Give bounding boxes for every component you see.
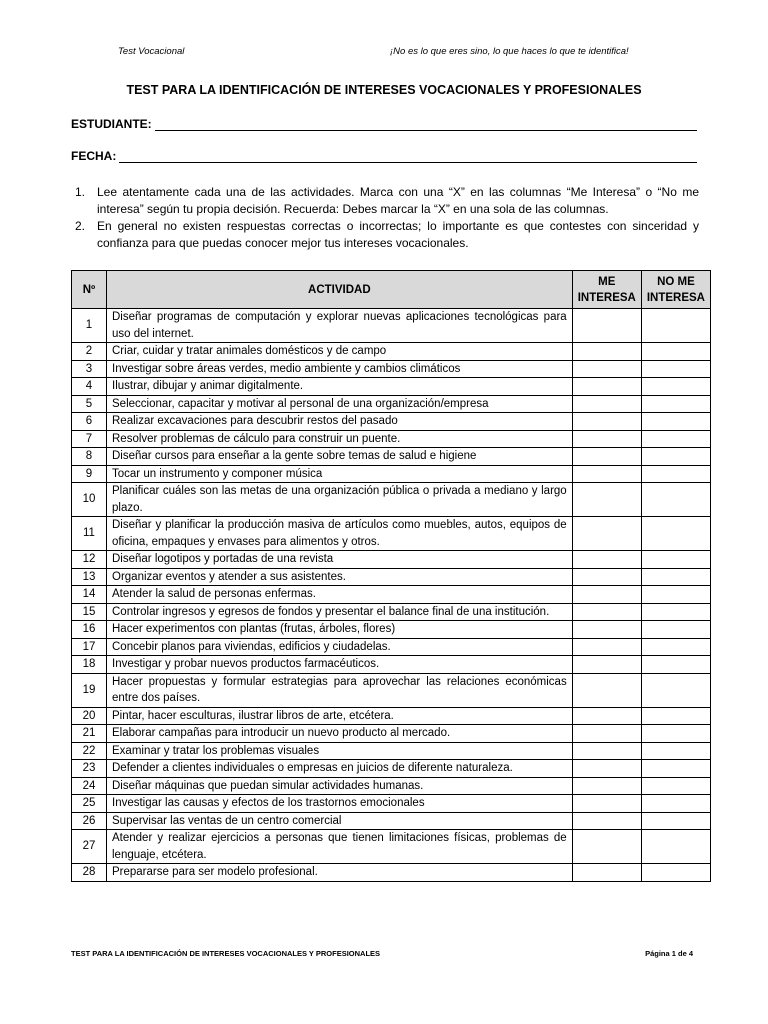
- me-interesa-cell[interactable]: [572, 465, 641, 483]
- table-row: [72, 309, 711, 343]
- no-me-interesa-cell[interactable]: [641, 378, 710, 396]
- instruction-text: En general no existen respuestas correctas o incorrectas; lo importante es que contestes con sinceridad y confianza para que puedas conocer mejor tus intereses vocacionales.: [97, 219, 699, 250]
- no-me-interesa-cell[interactable]: [641, 673, 710, 707]
- me-interesa-cell[interactable]: [572, 395, 641, 413]
- row-number: 2: [72, 343, 107, 361]
- table-row: [72, 395, 711, 413]
- activity-cell: Controlar ingresos y egresos de fondos y presentar el balance final de una institución.: [107, 603, 573, 621]
- row-number: 1: [72, 309, 107, 343]
- activity-cell: Defender a clientes individuales o empresas en juicios de diferente naturaleza.: [107, 760, 573, 778]
- no-me-interesa-cell[interactable]: [641, 465, 710, 483]
- me-interesa-cell[interactable]: [572, 812, 641, 830]
- row-number: 8: [72, 448, 107, 466]
- activity-cell: Diseñar logotipos y portadas de una revista: [107, 551, 573, 569]
- student-field: [71, 117, 697, 131]
- activity-cell: Tocar un instrumento y componer música: [107, 465, 573, 483]
- table-row: [72, 760, 711, 778]
- date-line[interactable]: [119, 150, 697, 163]
- activity-cell: Prepararse para ser modelo profesional.: [107, 864, 573, 882]
- no-me-interesa-cell[interactable]: [641, 830, 710, 864]
- student-name-line[interactable]: [155, 118, 697, 131]
- no-me-interesa-cell[interactable]: [641, 603, 710, 621]
- activity-cell: Diseñar programas de computación y explorar nuevas aplicaciones tecnológicas para uso del internet.: [107, 309, 573, 343]
- page-title: TEST PARA LA IDENTIFICACIÓN DE INTERESES VOCACIONALES Y PROFESIONALES: [126, 83, 642, 97]
- activity-cell: Atender la salud de personas enfermas.: [107, 586, 573, 604]
- no-me-interesa-cell[interactable]: [641, 742, 710, 760]
- row-number: 9: [72, 465, 107, 483]
- no-me-interesa-cell[interactable]: [641, 864, 710, 882]
- table-row: [72, 603, 711, 621]
- table-row: [72, 656, 711, 674]
- me-interesa-cell[interactable]: [572, 760, 641, 778]
- no-me-interesa-cell[interactable]: [641, 517, 710, 551]
- me-interesa-cell[interactable]: [572, 707, 641, 725]
- me-interesa-cell[interactable]: [572, 777, 641, 795]
- no-me-interesa-cell[interactable]: [641, 795, 710, 813]
- instruction-number: 1.: [75, 185, 86, 199]
- date-field: [71, 149, 697, 163]
- table-row: [72, 812, 711, 830]
- table-row: [72, 707, 711, 725]
- activity-cell: Realizar excavaciones para descubrir restos del pasado: [107, 413, 573, 431]
- no-me-interesa-cell[interactable]: [641, 309, 710, 343]
- me-interesa-cell[interactable]: [572, 603, 641, 621]
- row-number: 20: [72, 707, 107, 725]
- table-row: [72, 483, 711, 517]
- activity-cell: Examinar y tratar los problemas visuales: [107, 742, 573, 760]
- footer-title: TEST PARA LA IDENTIFICACIÓN DE INTERESES VOCACIONALES Y PROFESIONALES: [71, 949, 381, 958]
- header-me-interesa: ME INTERESA: [572, 271, 641, 309]
- date-label: FECHA:: [71, 149, 117, 163]
- row-number: 13: [72, 568, 107, 586]
- row-number: 6: [72, 413, 107, 431]
- no-me-interesa-cell[interactable]: [641, 483, 710, 517]
- table-row: [72, 517, 711, 551]
- activity-cell: Resolver problemas de cálculo para construir un puente.: [107, 430, 573, 448]
- row-number: 28: [72, 864, 107, 882]
- no-me-interesa-cell[interactable]: [641, 621, 710, 639]
- no-me-interesa-cell[interactable]: [641, 586, 710, 604]
- table-row: [72, 343, 711, 361]
- activity-cell: Planificar cuáles son las metas de una organización pública o privada a mediano y largo plazo.: [107, 483, 573, 517]
- header-motto: ¡No es lo que eres sino, lo que haces lo que te identifica!: [390, 46, 629, 57]
- instructions-list: [71, 184, 699, 252]
- header-no-me-interesa: NO ME INTERESA: [641, 271, 710, 309]
- table-row: [72, 673, 711, 707]
- me-interesa-cell[interactable]: [572, 448, 641, 466]
- activity-cell: Diseñar cursos para enseñar a la gente sobre temas de salud e higiene: [107, 448, 573, 466]
- activity-cell: Atender y realizar ejercicios a personas que tienen limitaciones físicas, problemas de lenguaje, etcétera.: [107, 830, 573, 864]
- me-interesa-cell[interactable]: [572, 309, 641, 343]
- no-me-interesa-cell[interactable]: [641, 812, 710, 830]
- activity-cell: Elaborar campañas para introducir un nuevo producto al mercado.: [107, 725, 573, 743]
- me-interesa-cell[interactable]: [572, 378, 641, 396]
- me-interesa-cell[interactable]: [572, 795, 641, 813]
- table-row: [72, 742, 711, 760]
- instruction-text: Lee atentamente cada una de las actividades. Marca con una “X” en las columnas “Me Interesa” o “No me interesa” según tu propia decisión. Recuerda: Debes marcar la “X” en una sola de las columnas.: [97, 185, 699, 216]
- activity-cell: Ilustrar, dibujar y animar digitalmente.: [107, 378, 573, 396]
- activity-cell: Supervisar las ventas de un centro comercial: [107, 812, 573, 830]
- no-me-interesa-cell[interactable]: [641, 413, 710, 431]
- activity-cell: Seleccionar, capacitar y motivar al personal de una organización/empresa: [107, 395, 573, 413]
- table-row: [72, 638, 711, 656]
- row-number: 5: [72, 395, 107, 413]
- no-me-interesa-cell[interactable]: [641, 638, 710, 656]
- page-header: [118, 46, 668, 62]
- activity-cell: Diseñar máquinas que puedan simular actividades humanas.: [107, 777, 573, 795]
- row-number: 10: [72, 483, 107, 517]
- activity-cell: Diseñar y planificar la producción masiva de artículos como muebles, autos, equipos de oficina, empaques y envases para alimentos y otros.: [107, 517, 573, 551]
- no-me-interesa-cell[interactable]: [641, 551, 710, 569]
- row-number: 19: [72, 673, 107, 707]
- me-interesa-cell[interactable]: [572, 568, 641, 586]
- row-number: 25: [72, 795, 107, 813]
- no-me-interesa-cell[interactable]: [641, 430, 710, 448]
- row-number: 22: [72, 742, 107, 760]
- header-number: Nº: [72, 271, 107, 309]
- me-interesa-cell[interactable]: [572, 742, 641, 760]
- header-activity: ACTIVIDAD: [107, 271, 573, 309]
- table-row: [72, 551, 711, 569]
- row-number: 27: [72, 830, 107, 864]
- page-footer: [71, 949, 693, 958]
- table-row: [72, 777, 711, 795]
- no-me-interesa-cell[interactable]: [641, 448, 710, 466]
- row-number: 18: [72, 656, 107, 674]
- me-interesa-cell[interactable]: [572, 586, 641, 604]
- instruction-number: 2.: [75, 219, 86, 233]
- row-number: 4: [72, 378, 107, 396]
- instruction-item: [71, 218, 699, 252]
- me-interesa-cell[interactable]: [572, 551, 641, 569]
- row-number: 23: [72, 760, 107, 778]
- row-number: 26: [72, 812, 107, 830]
- me-interesa-cell[interactable]: [572, 343, 641, 361]
- me-interesa-cell[interactable]: [572, 413, 641, 431]
- row-number: 12: [72, 551, 107, 569]
- row-number: 24: [72, 777, 107, 795]
- no-me-interesa-cell[interactable]: [641, 725, 710, 743]
- table-row: [72, 360, 711, 378]
- me-interesa-cell[interactable]: [572, 656, 641, 674]
- activity-cell: Criar, cuidar y tratar animales domésticos y de campo: [107, 343, 573, 361]
- row-number: 7: [72, 430, 107, 448]
- table-header-row: [72, 271, 711, 309]
- no-me-interesa-cell[interactable]: [641, 656, 710, 674]
- no-me-interesa-cell[interactable]: [641, 395, 710, 413]
- header-left-text: Test Vocacional: [118, 46, 185, 57]
- me-interesa-cell[interactable]: [572, 725, 641, 743]
- activity-cell: Hacer propuestas y formular estrategias para aprovechar las relaciones económicas entre dos países.: [107, 673, 573, 707]
- me-interesa-cell[interactable]: [572, 638, 641, 656]
- row-number: 17: [72, 638, 107, 656]
- activity-cell: Investigar sobre áreas verdes, medio ambiente y cambios climáticos: [107, 360, 573, 378]
- activity-cell: Hacer experimentos con plantas (frutas, árboles, flores): [107, 621, 573, 639]
- student-label: ESTUDIANTE:: [71, 117, 152, 131]
- me-interesa-cell[interactable]: [572, 483, 641, 517]
- table-row: [72, 430, 711, 448]
- me-interesa-cell[interactable]: [572, 830, 641, 864]
- no-me-interesa-cell[interactable]: [641, 707, 710, 725]
- no-me-interesa-cell[interactable]: [641, 760, 710, 778]
- no-me-interesa-cell[interactable]: [641, 360, 710, 378]
- me-interesa-cell[interactable]: [572, 621, 641, 639]
- instruction-item: [71, 184, 699, 218]
- table-row: [72, 378, 711, 396]
- activity-cell: Organizar eventos y atender a sus asistentes.: [107, 568, 573, 586]
- no-me-interesa-cell[interactable]: [641, 343, 710, 361]
- activities-table: [71, 270, 711, 882]
- table-row: [72, 864, 711, 882]
- table-row: [72, 465, 711, 483]
- me-interesa-cell[interactable]: [572, 360, 641, 378]
- row-number: 15: [72, 603, 107, 621]
- me-interesa-cell[interactable]: [572, 430, 641, 448]
- page-number: Página 1 de 4: [645, 949, 693, 958]
- table-row: [72, 586, 711, 604]
- row-number: 16: [72, 621, 107, 639]
- me-interesa-cell[interactable]: [572, 864, 641, 882]
- row-number: 21: [72, 725, 107, 743]
- table-row: [72, 448, 711, 466]
- row-number: 14: [72, 586, 107, 604]
- row-number: 11: [72, 517, 107, 551]
- activity-cell: Investigar las causas y efectos de los trastornos emocionales: [107, 795, 573, 813]
- activity-cell: Investigar y probar nuevos productos farmacéuticos.: [107, 656, 573, 674]
- activity-cell: Pintar, hacer esculturas, ilustrar libros de arte, etcétera.: [107, 707, 573, 725]
- no-me-interesa-cell[interactable]: [641, 568, 710, 586]
- table-row: [72, 725, 711, 743]
- no-me-interesa-cell[interactable]: [641, 777, 710, 795]
- me-interesa-cell[interactable]: [572, 673, 641, 707]
- row-number: 3: [72, 360, 107, 378]
- activity-cell: Concebir planos para viviendas, edificios y ciudadelas.: [107, 638, 573, 656]
- table-row: [72, 621, 711, 639]
- table-row: [72, 830, 711, 864]
- table-row: [72, 568, 711, 586]
- table-row: [72, 413, 711, 431]
- table-row: [72, 795, 711, 813]
- me-interesa-cell[interactable]: [572, 517, 641, 551]
